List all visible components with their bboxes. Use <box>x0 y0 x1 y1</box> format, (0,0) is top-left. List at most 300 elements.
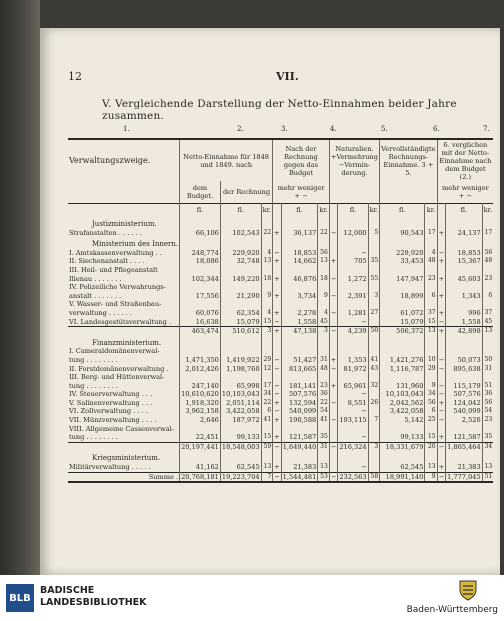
table-cell <box>368 217 380 229</box>
table-cell <box>380 451 425 463</box>
table-cell: 895,638 <box>446 365 483 374</box>
row-label: I. Cameraldomänenverwal- <box>69 347 160 356</box>
table-cell: + <box>438 433 445 442</box>
table-cell <box>368 318 380 327</box>
table-cell: 18,853 <box>446 249 483 258</box>
table-cell: + <box>274 463 280 472</box>
table-cell: 131,960 <box>380 382 425 391</box>
table-cell <box>437 425 446 434</box>
table-cell: 50 <box>482 356 493 365</box>
table-cell: 18,853 <box>281 249 318 258</box>
table-cell <box>261 237 273 249</box>
table-cell <box>380 336 425 348</box>
table-cell <box>425 425 437 434</box>
col-number: 2. <box>237 125 244 133</box>
table-cell: 42,898 <box>446 327 483 336</box>
table-cell: 21,383 <box>446 463 483 472</box>
table-cell <box>338 266 368 275</box>
table-cell: 181,141 <box>281 382 318 391</box>
table-cell: + <box>274 308 280 317</box>
table-cell <box>281 300 318 309</box>
table-cell: 216,324 <box>339 442 367 451</box>
table-cell: 13 <box>425 327 437 336</box>
table-row <box>68 390 493 399</box>
table-cell: 90,543 <box>380 229 425 238</box>
col-number: 1. <box>123 125 130 133</box>
table-cell <box>180 300 221 309</box>
subtotal-row <box>68 327 493 336</box>
table-cell <box>368 347 380 356</box>
table-cell: − <box>330 442 337 451</box>
section-row <box>68 217 493 229</box>
table-cell: 10,610,620 <box>181 390 219 399</box>
table-cell: 102,543 <box>220 229 261 238</box>
table-cell <box>273 283 282 292</box>
table-cell: 1,558 <box>281 318 318 327</box>
table-cell: 48 <box>482 257 493 266</box>
table-cell <box>220 300 261 309</box>
table-cell: 56 <box>318 249 330 258</box>
netto-title: Netto-Einnahme für 1848 und 1849. nach <box>183 152 269 169</box>
table-cell <box>425 266 437 275</box>
row-label <box>68 442 180 451</box>
table-cell: 4 <box>425 249 437 258</box>
table-cell <box>446 373 483 382</box>
page-heading: V. Vergleichende Darstellung der Netto-Einnahmen beider Jahre zusammen. <box>102 98 457 122</box>
table-cell <box>329 217 338 229</box>
table-cell: 22,451 <box>180 433 221 442</box>
table-cell <box>425 237 437 249</box>
table-cell: 35 <box>368 257 380 266</box>
naturalien-header: Naturalien. +Vermehrung −Vermin-derung. <box>329 139 379 181</box>
table-cell: 41 <box>318 416 330 425</box>
table-cell: 47,138 <box>281 327 318 336</box>
table-cell: 62,354 <box>220 309 261 318</box>
table-cell: 5,142 <box>380 416 425 425</box>
table-cell: 115,179 <box>446 382 483 391</box>
row-label: Kriegsministerium. <box>92 454 161 463</box>
table-cell <box>338 451 368 463</box>
table-cell <box>180 266 221 275</box>
rechnung-subheader: der Rechnung <box>220 181 272 203</box>
table-cell: 48 <box>425 257 437 266</box>
table-cell: − <box>330 274 337 283</box>
netto-header <box>180 139 273 181</box>
vervollst-header: Vervollständigte Rechnungs-Einnahme. 3 + 5. <box>380 139 437 181</box>
table-cell: − <box>274 407 280 416</box>
table-cell: 46,876 <box>281 275 318 284</box>
row-label: VII. Münzverwaltung . . . . <box>69 416 157 425</box>
table-cell: − <box>330 327 337 336</box>
table-cell: 23 <box>425 275 437 284</box>
table-row <box>68 309 493 318</box>
table-cell: 2,278 <box>281 309 318 318</box>
table-cell <box>368 336 380 348</box>
table-cell <box>368 390 380 399</box>
table-cell <box>273 266 282 275</box>
table-cell <box>425 373 437 382</box>
table-cell: 124,042 <box>446 399 483 408</box>
table-cell <box>482 266 493 275</box>
table-cell: 22 <box>261 399 273 408</box>
table-cell <box>437 283 446 292</box>
table-cell: − <box>438 317 445 326</box>
table-cell <box>220 347 261 356</box>
table-cell <box>380 237 425 249</box>
table-cell <box>425 347 437 356</box>
row-label: IV. Polizeiliche Verwahrungs- <box>69 283 166 292</box>
table-cell <box>318 237 330 249</box>
table-cell <box>220 373 261 382</box>
table-cell: + <box>438 257 445 266</box>
table-cell: 18 <box>261 275 273 284</box>
table-cell <box>446 425 483 434</box>
table-cell: 18,086 <box>180 257 221 266</box>
table-cell: 4,239 <box>338 327 368 336</box>
table-cell: 23 <box>482 416 493 425</box>
table-cell: 59 <box>261 442 273 451</box>
table-cell: 37 <box>425 309 437 318</box>
table-cell: − <box>438 416 445 425</box>
table-cell: 996 <box>446 309 483 318</box>
table-cell: − <box>274 355 280 364</box>
row-label <box>68 327 180 336</box>
table-cell: − <box>274 472 280 481</box>
table-cell <box>180 425 221 434</box>
table-cell: 56 <box>482 249 493 258</box>
table-row <box>68 283 493 292</box>
table-cell <box>329 407 338 416</box>
table-cell: 540,099 <box>446 407 483 416</box>
table-cell: 1,421,276 <box>380 356 425 365</box>
table-cell: 12 <box>261 365 273 374</box>
table-cell: 18,991,140 <box>380 472 425 482</box>
table-cell: 36 <box>318 390 330 399</box>
table-cell: + <box>438 291 445 300</box>
table-cell: 4 <box>261 249 273 258</box>
table-cell <box>261 266 273 275</box>
table-cell <box>329 300 338 309</box>
row-label: Finanzministerium. <box>92 338 162 347</box>
table-header <box>68 139 493 203</box>
table-row <box>68 249 493 258</box>
row-label: Justizministerium. <box>92 220 157 228</box>
table-cell <box>329 390 338 399</box>
table-cell: 4 <box>261 309 273 318</box>
table-cell: 2,391 <box>338 292 368 301</box>
table-cell: 3 <box>261 327 273 336</box>
table-cell <box>273 217 282 229</box>
table-cell <box>281 425 318 434</box>
table-cell <box>318 266 330 275</box>
table-cell: 3,734 <box>281 292 318 301</box>
table-cell <box>437 347 446 356</box>
scanned-page <box>40 28 500 575</box>
table-cell: 31 <box>318 442 330 451</box>
table-cell <box>482 336 493 348</box>
row-label: VI. Landesgestütsverwaltung . <box>69 317 172 326</box>
table-row <box>68 433 493 442</box>
table-cell: 15 <box>261 318 273 327</box>
table-cell <box>482 425 493 434</box>
vs-budget-header: Nach der Rechnung gegen das Budget <box>273 139 330 181</box>
table-cell: 6 <box>482 292 493 301</box>
table-cell: − <box>274 390 280 399</box>
table-cell: + <box>274 327 280 336</box>
table-cell: 34 <box>261 390 273 399</box>
table-cell: 2,051,114 <box>220 399 261 408</box>
table-cell: + <box>274 257 280 266</box>
row-label: II. Forstdomänenverwaltung . <box>69 364 169 373</box>
table-cell: 58 <box>368 472 380 482</box>
table-cell: 3,962,158 <box>180 407 221 416</box>
table-cell: − <box>438 472 445 481</box>
table-cell <box>329 336 338 348</box>
table-cell: 813,665 <box>281 365 318 374</box>
table-cell: 13 <box>318 463 330 472</box>
table-cell <box>380 217 425 229</box>
table-cell <box>338 283 368 292</box>
table-cell: + <box>274 274 280 283</box>
table-cell <box>281 266 318 275</box>
table-cell <box>368 407 380 416</box>
table-cell <box>482 237 493 249</box>
table-cell <box>446 283 483 292</box>
table-cell <box>220 217 261 229</box>
table-cell: 1,558 <box>446 318 483 327</box>
table-cell: 10 <box>425 356 437 365</box>
table-cell: 1,865,464 <box>447 442 481 451</box>
table-cell: 247,140 <box>180 382 221 391</box>
table-cell <box>437 217 446 229</box>
table-cell: 705 <box>338 257 368 266</box>
table-cell: 27 <box>368 309 380 318</box>
table-cell <box>380 347 425 356</box>
table-cell: 20,768,181 <box>181 472 219 481</box>
table-cell <box>368 237 380 249</box>
table-cell: 45 <box>482 318 493 327</box>
row-label: verwaltung . . . . . . <box>69 308 132 317</box>
table-cell: 45,603 <box>446 275 483 284</box>
table-cell <box>329 425 338 434</box>
table-cell: + <box>438 327 445 336</box>
table-cell <box>273 451 282 463</box>
table-cell: 5 <box>368 229 380 238</box>
table-cell: 65,961 <box>338 382 368 391</box>
table-cell: 20,197,441 <box>181 442 219 451</box>
table-cell: 66,106 <box>180 229 221 238</box>
table-cell <box>368 249 380 258</box>
table-cell <box>338 347 368 356</box>
table-cell <box>368 425 380 434</box>
table-row <box>68 229 493 238</box>
table-cell: 1,281 <box>338 309 368 318</box>
table-cell: 16,638 <box>180 318 221 327</box>
table-cell <box>318 217 330 229</box>
table-cell <box>482 217 493 229</box>
table-cell: 50,073 <box>446 356 483 365</box>
table-cell: 41 <box>368 356 380 365</box>
table-cell: − <box>274 442 280 451</box>
table-row <box>68 257 493 266</box>
table-cell: 48 <box>318 365 330 374</box>
table-cell: + <box>274 228 280 237</box>
table-cell <box>329 283 338 292</box>
table-cell <box>273 300 282 309</box>
table-cell <box>380 373 425 382</box>
table-cell <box>380 283 425 292</box>
table-cell: 62,545 <box>380 463 425 472</box>
table-cell <box>261 336 273 348</box>
table-cell <box>180 336 221 348</box>
table-cell: 14,662 <box>281 257 318 266</box>
table-cell <box>437 300 446 309</box>
table-cell <box>329 347 338 356</box>
table-cell: 510,612 <box>220 327 261 336</box>
table-cell: 15,079 <box>220 318 261 327</box>
table-cell: − <box>330 398 337 407</box>
table-cell: 9 <box>318 292 330 301</box>
table-cell: + <box>438 228 445 237</box>
table-cell: 13 <box>482 463 493 472</box>
table-cell <box>380 266 425 275</box>
table-cell <box>273 373 282 382</box>
table-cell: 9 <box>261 292 273 301</box>
table-cell <box>425 336 437 348</box>
table-cell: − <box>274 381 280 390</box>
table-cell <box>446 451 483 463</box>
table-cell: 22 <box>318 229 330 238</box>
table-cell: − <box>438 381 445 390</box>
table-cell <box>446 300 483 309</box>
table-cell: 29 <box>261 356 273 365</box>
table-cell: − <box>338 318 368 327</box>
blb-logo[interactable]: BLB <box>6 584 34 612</box>
table-cell <box>261 283 273 292</box>
table-cell: 1,649,440 <box>282 442 317 451</box>
table-cell <box>329 249 338 258</box>
table-cell <box>281 283 318 292</box>
table-cell: 248,774 <box>180 249 221 258</box>
table-cell: 41,162 <box>180 463 221 472</box>
table-cell <box>318 373 330 382</box>
units-row: fl. fl. kr. fl. kr. fl. kr. fl. kr. fl. kr. <box>68 203 493 217</box>
table-cell <box>318 425 330 434</box>
table-cell: 132,594 <box>281 399 318 408</box>
table-cell: 19,223,704 <box>221 472 260 481</box>
table-cell <box>329 451 338 463</box>
table-cell <box>180 451 221 463</box>
table-cell: + <box>330 355 337 364</box>
table-cell: 1,419,922 <box>220 356 261 365</box>
table-cell <box>180 237 221 249</box>
table-cell: 6 <box>425 292 437 301</box>
table-cell: 54 <box>318 407 330 416</box>
table-row <box>68 356 493 365</box>
row-label: I. Amtskassenverwaltung . . <box>69 248 162 257</box>
row-label: V. Salinenverwaltung . . . <box>69 398 153 407</box>
table-cell <box>281 347 318 356</box>
table-cell: 22 <box>318 399 330 408</box>
table-cell <box>220 237 261 249</box>
table-cell <box>281 336 318 348</box>
table-cell: 35 <box>482 433 493 442</box>
table-cell: 22 <box>261 229 273 238</box>
table-cell: 102,344 <box>180 275 221 284</box>
row-label: tung . . . . . . . . <box>69 355 118 364</box>
table-cell: 232,563 <box>339 472 367 481</box>
row-label: V. Wasser- und Straßenbau- <box>69 300 162 309</box>
table-cell: 37 <box>482 309 493 318</box>
table-cell: 50 <box>368 327 380 336</box>
table-cell <box>380 425 425 434</box>
col-number: 5. <box>381 125 388 133</box>
table-cell: 147,947 <box>380 275 425 284</box>
table-cell <box>180 217 221 229</box>
table-cell: 13 <box>318 257 330 266</box>
table-cell <box>273 347 282 356</box>
table-cell: 18 <box>318 275 330 284</box>
table-cell: − <box>330 291 337 300</box>
section-row <box>68 237 493 249</box>
table-cell <box>338 373 368 382</box>
table-cell <box>446 237 483 249</box>
table-cell <box>318 347 330 356</box>
table-cell <box>482 300 493 309</box>
table-cell <box>368 373 380 382</box>
table-cell: 31 <box>482 365 493 374</box>
table-body <box>68 203 493 482</box>
table-cell: 17,556 <box>180 292 221 301</box>
table-cell: 31 <box>318 356 330 365</box>
section-row <box>68 336 493 348</box>
table-cell <box>425 283 437 292</box>
table-cell: + <box>438 463 445 472</box>
table-cell: 32,748 <box>220 257 261 266</box>
table-cell <box>446 347 483 356</box>
library-name[interactable]: BADISCHE LANDESBIBLIOTHEK <box>40 585 147 608</box>
table-cell <box>425 300 437 309</box>
table-cell <box>380 300 425 309</box>
table-cell <box>273 336 282 348</box>
table-cell: + <box>330 257 337 266</box>
table-cell: − <box>438 364 445 373</box>
table-cell: 61,072 <box>380 309 425 318</box>
table-cell: 15 <box>261 433 273 442</box>
table-cell: 3 <box>368 442 380 451</box>
table-cell <box>220 425 261 434</box>
table-cell: + <box>274 433 280 442</box>
table-cell: 1,544,481 <box>282 472 317 481</box>
table-cell: 45 <box>318 318 330 327</box>
table-cell: 62,545 <box>220 463 261 472</box>
table-cell: + <box>438 308 445 317</box>
table-cell: 34 <box>425 390 437 399</box>
table-cell <box>437 373 446 382</box>
table-cell: 9 <box>425 472 437 482</box>
table-cell: − <box>438 248 445 257</box>
table-cell <box>368 266 380 275</box>
table-cell: 121,587 <box>281 433 318 442</box>
library-footer <box>0 575 504 621</box>
table-cell: 187,972 <box>220 416 261 425</box>
table-cell <box>261 451 273 463</box>
table-cell <box>425 217 437 229</box>
table-row <box>68 382 493 391</box>
table-cell: 41 <box>261 416 273 425</box>
table-cell: 506,372 <box>380 327 425 336</box>
table-cell: 1,918,320 <box>180 399 221 408</box>
